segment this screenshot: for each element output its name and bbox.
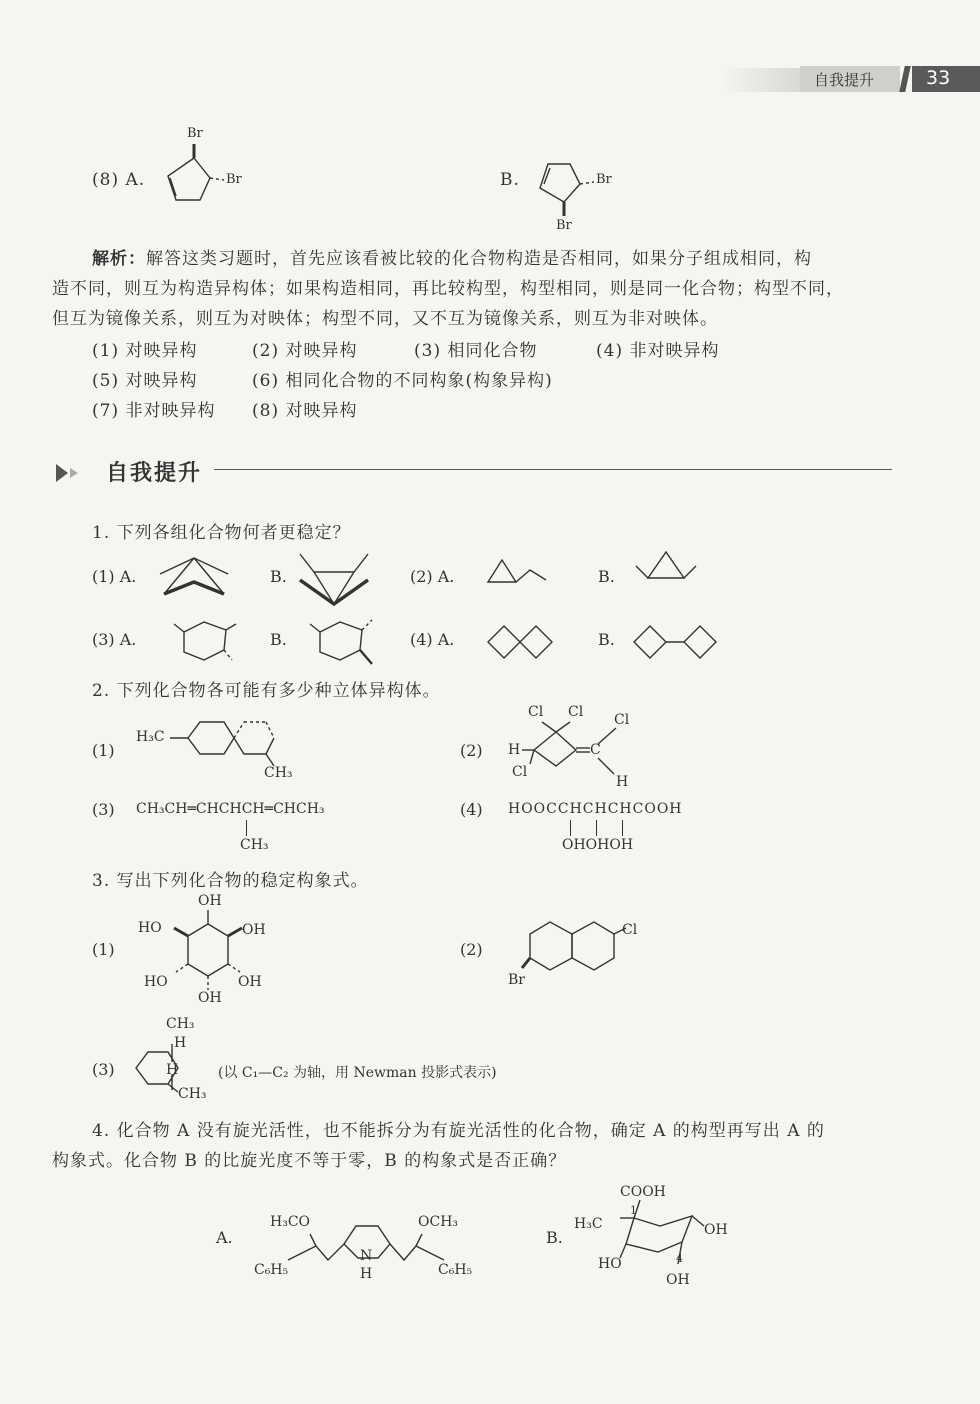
q4-a-h: H [360, 1266, 373, 1282]
header-section-label: 自我提升 [814, 71, 875, 89]
q4-b-label: B. [546, 1228, 563, 1247]
q3-1-oh-right-up: OH [242, 922, 266, 938]
q1-4b-label: B. [598, 630, 615, 649]
q3-3-ch3-top: CH₃ [166, 1016, 195, 1032]
q3-3-label: (3) [92, 1060, 115, 1079]
q4-b-c1: 1 [630, 1204, 637, 1217]
q3-3-h-mid: H [166, 1062, 179, 1078]
q3-1-ho-left-down: HO [144, 974, 168, 990]
q2-2-c: C [590, 742, 601, 758]
q4-a-label: A. [216, 1228, 233, 1247]
q1-3a-structure [170, 616, 240, 666]
q8-b-br-right: Br [596, 172, 612, 187]
q3-title: 3. 写出下列化合物的稳定构象式。 [92, 871, 369, 891]
answer-4: (4) 非对映异构 [596, 341, 720, 361]
q8-a-br-right: Br [226, 172, 242, 187]
q4-b-ho: HO [598, 1256, 622, 1272]
q2-4-label: (4) [460, 800, 483, 819]
q2-3-formula: CH₃CH═CHCHCH═CHCH₃ [136, 801, 325, 817]
q1-2a-label: (2) A. [410, 567, 455, 586]
q4-a-n: N [360, 1248, 373, 1264]
q1-2b-structure [634, 550, 700, 584]
q3-2-cl: Cl [622, 922, 638, 938]
q4-b-oh-bottom: OH [666, 1272, 690, 1288]
q4-b-c4: 4 [676, 1252, 683, 1265]
q3-3-h-top: H [174, 1035, 187, 1051]
q3-2-label: (2) [460, 940, 483, 959]
q2-2-cl-3: Cl [614, 712, 630, 728]
q3-1-inositol-structure [168, 910, 248, 994]
q3-1-oh-right-down: OH [238, 974, 262, 990]
q2-1-h3c: H₃C [136, 729, 165, 745]
q1-1a-structure [158, 552, 230, 598]
page-number: 33 [926, 67, 951, 89]
q1-4a-label: (4) A. [410, 630, 455, 649]
q1-2b-label: B. [598, 567, 615, 586]
answer-3: (3) 相同化合物 [414, 341, 538, 361]
analysis-line-3: 但互为镜像关系，则互为对映体；构型不同，又不互为镜像关系，则互为非对映体。 [52, 309, 718, 329]
q1-2a-structure [486, 556, 552, 586]
q2-2-structure [520, 720, 630, 780]
q8-a-br-top: Br [187, 126, 203, 141]
q4-a-c6h5-right: C₆H₅ [438, 1262, 473, 1278]
q4-line-2: 构象式。化合物 B 的比旋光度不等于零，B 的构象式是否正确？ [52, 1151, 567, 1171]
q1-1a-label: (1) A. [92, 567, 137, 586]
q3-1-oh-top: OH [198, 893, 222, 909]
q1-1b-label: B. [270, 567, 287, 586]
section-arrow-icon [56, 462, 86, 484]
q4-a-h3co: H₃CO [270, 1214, 311, 1230]
section-rule [214, 469, 892, 470]
q1-1b-structure [296, 550, 372, 610]
q4-a-c6h5-left: C₆H₅ [254, 1262, 289, 1278]
q2-4-bond-2 [596, 820, 597, 836]
q8-label-a: (8) A. [92, 170, 146, 190]
q1-3b-structure [306, 616, 380, 668]
answer-1: (1) 对映异构 [92, 341, 198, 361]
q3-1-label: (1) [92, 940, 115, 959]
answer-6: (6) 相同化合物的不同构象(构象异构) [252, 371, 553, 391]
q1-4b-structure [632, 624, 722, 662]
answer-2: (2) 对映异构 [252, 341, 358, 361]
q2-2-cl-1: Cl [528, 704, 544, 720]
q2-1-ch3: CH₃ [264, 765, 293, 781]
q2-2-h-left: H [508, 742, 521, 758]
q2-2-label: (2) [460, 741, 483, 760]
q2-2-h-right: H [616, 774, 629, 790]
q2-3-sub: CH₃ [240, 837, 269, 853]
q3-3-structure [134, 1040, 194, 1096]
q4-b-h3c: H₃C [574, 1216, 603, 1232]
q2-4-formula: HOOCCHCHCHCOOH [508, 801, 683, 817]
answer-8: (8) 对映异构 [252, 401, 358, 421]
q3-3-note: (以 C₁—C₂ 为轴，用 Newman 投影式表示) [218, 1065, 497, 1081]
analysis-line-2: 造不同，则互为构造异构体；如果构造相同，再比较构型，构型相同，则是同一化合物；构型不同， [52, 279, 844, 299]
q2-3-label: (3) [92, 800, 115, 819]
q2-4-bond-3 [622, 820, 623, 836]
q2-1-label: (1) [92, 741, 115, 760]
q1-3a-label: (3) A. [92, 630, 137, 649]
q3-2-br: Br [508, 972, 525, 988]
q4-b-structure [600, 1196, 710, 1276]
q1-title: 1. 下列各组化合物何者更稳定？ [92, 523, 351, 543]
q2-2-cl-2: Cl [568, 704, 584, 720]
q4-a-och3: OCH₃ [418, 1214, 459, 1230]
q2-1-spiro-structure [170, 714, 280, 770]
answer-7: (7) 非对映异构 [92, 401, 216, 421]
q2-3-bond [246, 820, 247, 836]
analysis-lead: 解析： [92, 249, 146, 269]
q3-3-ch3-bottom: CH₃ [178, 1086, 207, 1102]
q4-a-structure [280, 1212, 460, 1276]
q2-4-bond-1 [570, 820, 571, 836]
analysis-line-1: 解答这类习题时，首先应该看被比较的化合物构造是否相同，如果分子组成相同，构 [146, 249, 812, 269]
q8-label-b: B. [500, 170, 520, 190]
q8-b-br-bottom: Br [556, 218, 572, 233]
q3-1-oh-bottom: OH [198, 990, 222, 1006]
q1-4a-structure [486, 622, 556, 662]
q3-1-ho-left-up: HO [138, 920, 162, 936]
header-fade [720, 68, 800, 92]
header-divider [899, 66, 911, 92]
q3-2-decalin-structure [520, 918, 630, 978]
answer-5: (5) 对映异构 [92, 371, 198, 391]
q4-b-oh-right: OH [704, 1222, 728, 1238]
q2-2-cl-4: Cl [512, 764, 528, 780]
q2-title: 2. 下列化合物各可能有多少种立体异构体。 [92, 681, 441, 701]
q1-3b-label: B. [270, 630, 287, 649]
q2-4-sub: OHOHOH [562, 837, 634, 853]
q4-b-cooh: COOH [620, 1184, 666, 1200]
section-title: 自我提升 [106, 461, 203, 486]
q4-line-1: 4. 化合物 A 没有旋光活性，也不能拆分为有旋光活性的化合物，确定 A 的构型再写出 A 的 [92, 1121, 825, 1141]
